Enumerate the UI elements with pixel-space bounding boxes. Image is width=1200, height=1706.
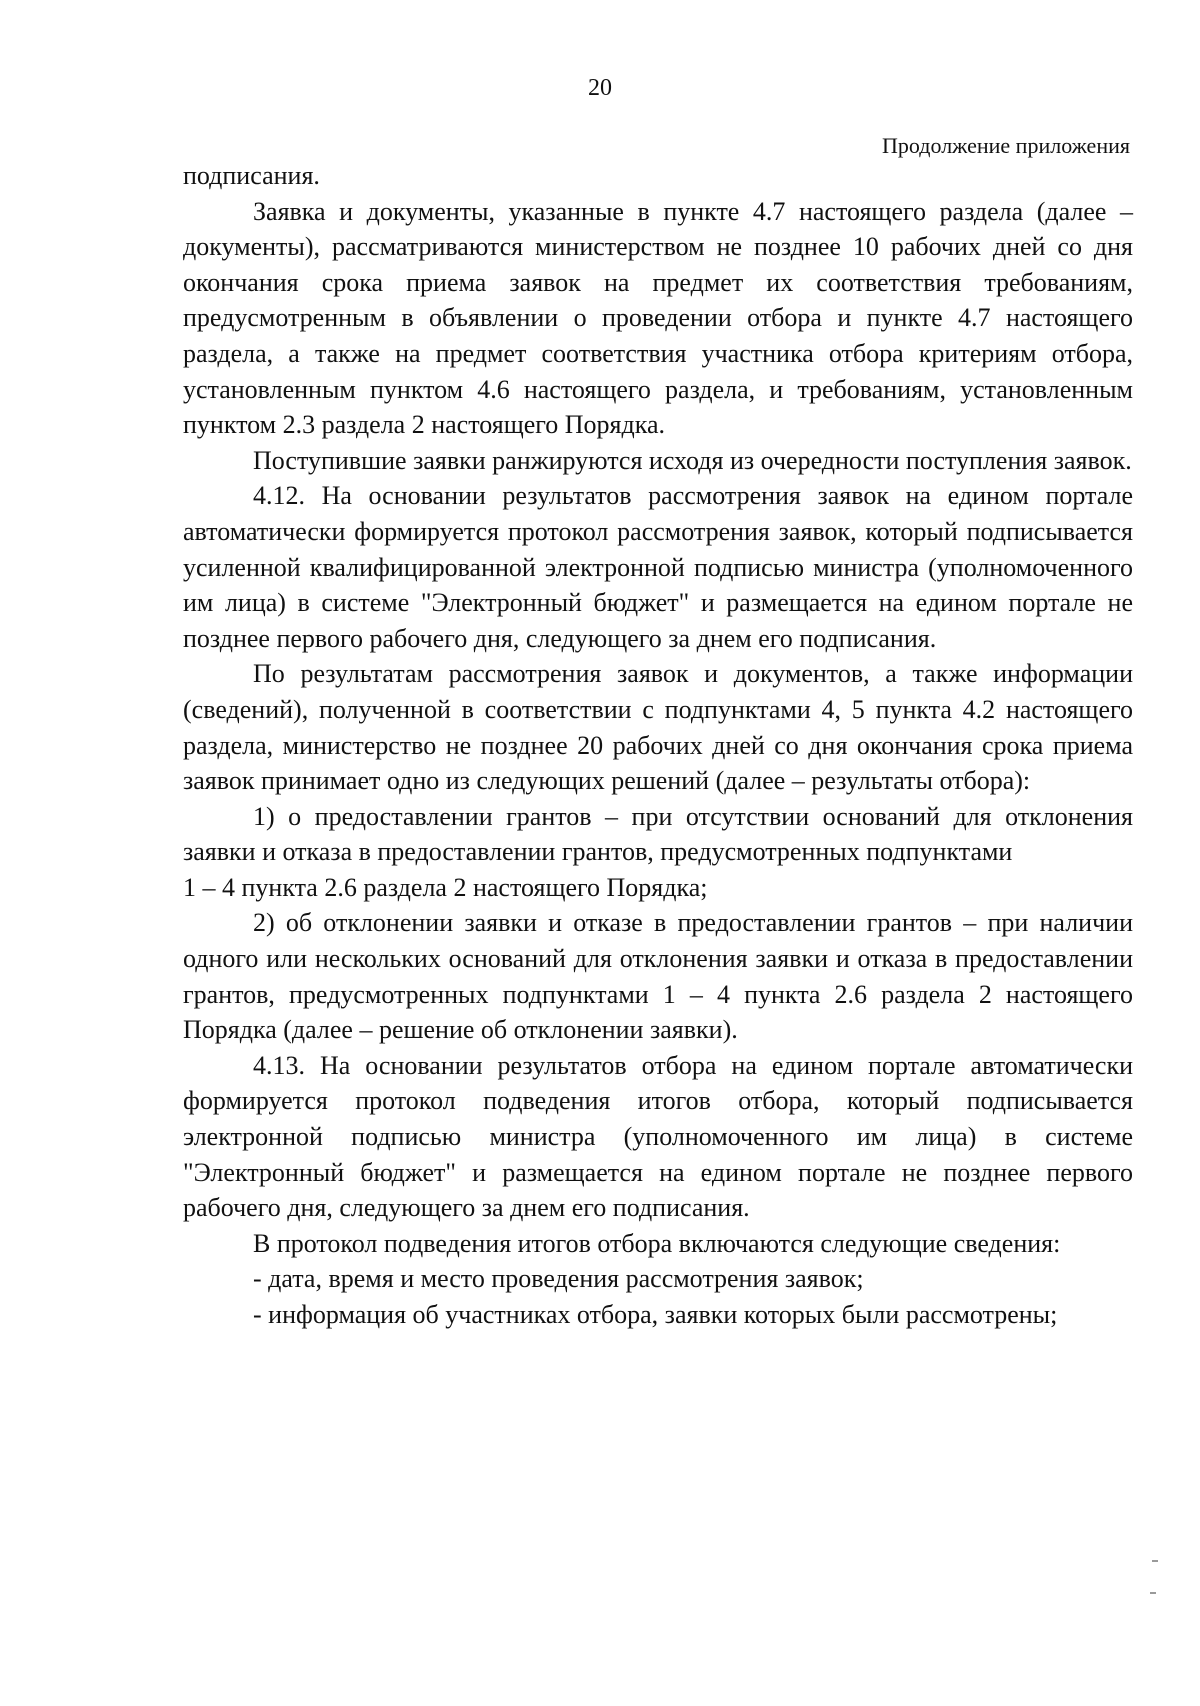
paragraph-ranking: Поступившие заявки ранжируются исходя из очередности поступления заявок. <box>253 445 1132 475</box>
document-body <box>183 158 1133 1333</box>
paragraph-application-review: Заявка и документы, указанные в пункте 4.7 настоящего раздела (далее – документы), рассматриваются министерством не позднее 10 рабочих дней со дня окончания срока приема заявок на предмет их соответствия требованиям, предусмотренным в объявлении о проведении отбора и пункте 4.7 настоящего раздела, а также на предмет соответствия участника отбора критериям отбора, установленным пунктом 4.6 настоящего раздела, и требованиям, установленным пунктом 2.3 раздела 2 настоящего Порядка. <box>183 196 1133 440</box>
paragraph-decision-1: 1) о предоставлении грантов – при отсутствии оснований для отклонения заявки и отказа в предоставлении грантов, предусмотренных подпунктами <box>183 801 1133 867</box>
paragraph-review-results: По результатам рассмотрения заявок и документов, а также информации (сведений), полученной в соответствии с подпунктами 4, 5 пункта 4.2 настоящего раздела, министерство не позднее 20 рабочих дней со дня окончания срока приема заявок принимает одно из следующих решений (далее – результаты отбора): <box>183 659 1133 796</box>
scan-speck <box>1150 1592 1156 1594</box>
paragraph-signing-end: подписания. <box>183 161 320 190</box>
list-item-date-time-place: - дата, время и место проведения рассмотрения заявок; <box>253 1264 864 1294</box>
continuation-label: Продолжение приложения <box>882 133 1130 158</box>
scan-speck <box>1152 1560 1158 1562</box>
page-number: 20 <box>588 75 612 101</box>
paragraph-decision-1-continued: 1 – 4 пункта 2.6 раздела 2 настоящего Порядка; <box>183 872 708 902</box>
paragraph-protocol-contents: В протокол подведения итогов отбора включаются следующие сведения: <box>253 1228 1061 1258</box>
paragraph-decision-2: 2) об отклонении заявки и отказе в предоставлении грантов – при наличии одного или нескольких оснований для отклонения заявки и отказа в предоставлении грантов, предусмотренных подпунктами 1 – 4 пункта 2.6 раздела 2 настоящего Порядка (далее – решение об отклонении заявки). <box>183 908 1133 1045</box>
list-item-participants-info: - информация об участниках отбора, заявки которых были рассмотрены; <box>253 1300 1058 1329</box>
paragraph-4-12: 4.12. На основании результатов рассмотрения заявок на едином портале автоматически формируется протокол рассмотрения заявок, который подписывается усиленной квалифицированной электронной подписью министра (уполномоченного им лица) в системе "Электронный бюджет" и размещается на едином портале не позднее первого рабочего дня, следующего за днем его подписания. <box>183 481 1133 653</box>
paragraph-4-13: 4.13. На основании результатов отбора на едином портале автоматически формируется протокол подведения итогов отбора, который подписывается электронной подписью министра (уполномоченного им лица) в системе "Электронный бюджет" и размещается на едином портале не позднее первого рабочего дня, следующего за днем его подписания. <box>183 1050 1133 1223</box>
